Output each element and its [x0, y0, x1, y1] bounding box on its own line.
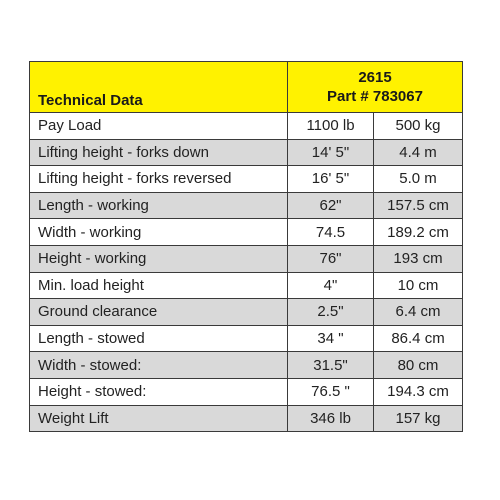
table-row	[30, 166, 463, 193]
row-metric-value: 86.4 cm	[374, 325, 463, 352]
row-metric-value: 193 cm	[374, 245, 463, 272]
table-body	[30, 113, 463, 432]
row-metric-value: 189.2 cm	[374, 219, 463, 246]
row-metric-value: 500 kg	[374, 113, 463, 140]
table-row	[30, 219, 463, 246]
row-label: Min. load height	[30, 272, 288, 299]
row-metric-value: 194.3 cm	[374, 378, 463, 405]
part-number: Part # 783067	[327, 88, 423, 105]
row-imperial-value: 346 lb	[288, 405, 374, 432]
table-row	[30, 139, 463, 166]
row-label: Weight Lift	[30, 405, 288, 432]
table-row	[30, 325, 463, 352]
row-imperial-value: 76.5 "	[288, 378, 374, 405]
row-imperial-value: 16' 5"	[288, 166, 374, 193]
row-label: Lifting height - forks reversed	[30, 166, 288, 193]
table-row	[30, 113, 463, 140]
row-metric-value: 157.5 cm	[374, 192, 463, 219]
technical-data-table	[29, 61, 463, 432]
row-metric-value: 4.4 m	[374, 139, 463, 166]
row-label: Length - stowed	[30, 325, 288, 352]
row-metric-value: 6.4 cm	[374, 299, 463, 326]
table-row	[30, 378, 463, 405]
table-header-row	[30, 62, 463, 113]
row-imperial-value: 1100 lb	[288, 113, 374, 140]
header-model-cell	[288, 62, 463, 113]
row-label: Lifting height - forks down	[30, 139, 288, 166]
row-label: Width - working	[30, 219, 288, 246]
row-imperial-value: 4"	[288, 272, 374, 299]
row-imperial-value: 31.5"	[288, 352, 374, 379]
table-row	[30, 405, 463, 432]
row-label: Pay Load	[30, 113, 288, 140]
table-row	[30, 272, 463, 299]
row-label: Height - stowed:	[30, 378, 288, 405]
row-imperial-value: 34 "	[288, 325, 374, 352]
row-label: Ground clearance	[30, 299, 288, 326]
row-imperial-value: 74.5	[288, 219, 374, 246]
table-row	[30, 352, 463, 379]
model-number: 2615	[358, 69, 392, 86]
table-row	[30, 245, 463, 272]
row-label: Length - working	[30, 192, 288, 219]
table-row	[30, 299, 463, 326]
row-imperial-value: 62"	[288, 192, 374, 219]
row-metric-value: 5.0 m	[374, 166, 463, 193]
row-label: Width - stowed:	[30, 352, 288, 379]
table-row	[30, 192, 463, 219]
header-label: Technical Data	[30, 62, 288, 113]
row-metric-value: 80 cm	[374, 352, 463, 379]
row-metric-value: 157 kg	[374, 405, 463, 432]
row-label: Height - working	[30, 245, 288, 272]
row-metric-value: 10 cm	[374, 272, 463, 299]
row-imperial-value: 2.5"	[288, 299, 374, 326]
row-imperial-value: 76"	[288, 245, 374, 272]
row-imperial-value: 14' 5"	[288, 139, 374, 166]
